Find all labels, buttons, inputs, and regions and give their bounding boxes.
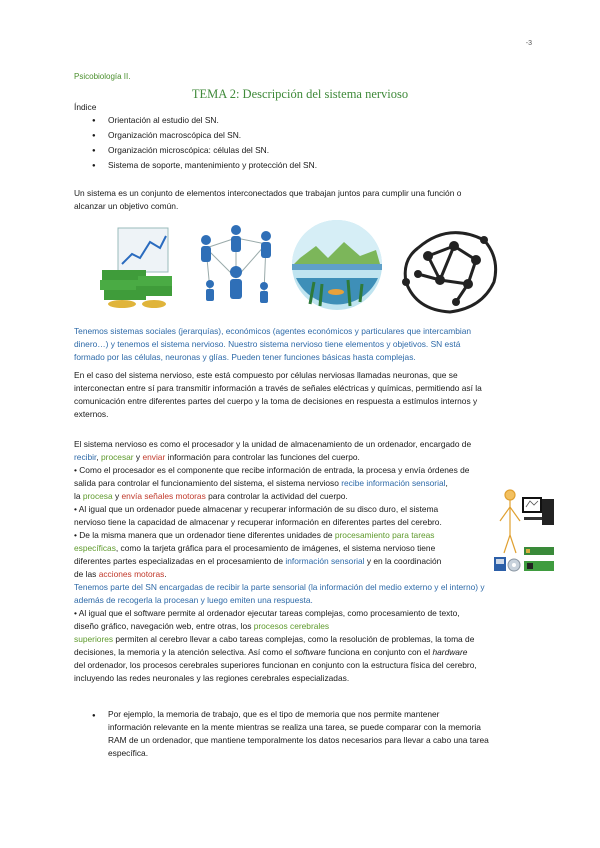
text-line: • Como el procesador es el componente que recibe información de entrada, la procesa y envía órdenes de [74,465,470,476]
intro-paragraph [74,187,526,213]
highlight: enviar [142,452,166,463]
economic-system-image [98,218,176,310]
text-span: la [74,491,83,502]
text-span: información para controlar las funciones del cuerpo. [165,452,360,463]
highlight: procesa [82,491,113,502]
text-line: además de recogerla la procesan y luego emiten una respuesta. [74,595,313,606]
highlight: procesar [101,452,134,463]
highlight: información sensorial [285,556,365,567]
index-item: ● Sistema de soporte, mantenimiento y protección del SN. [74,159,317,174]
text-line: • Al igual que un ordenador puede almacenar y recuperar información de su disco duro, el sistema [74,504,439,515]
text-line: Tenemos sistemas sociales (jerarquías), económicos (agentes económicos y particulares que intercambian [74,326,472,336]
text-line: El sistema nervioso es como el procesador y la unidad de almacenamiento de un ordenador, encargado de [74,439,472,449]
text-line: específica. [108,748,149,759]
text-span: salida para controlar el funcionamiento del sistema, el sistema nervioso [74,478,342,489]
text-span: . [164,569,167,580]
text-span: decisiones, la memoria y la atención selectiva. Así como el [74,647,295,658]
highlight: específicas [74,543,116,554]
highlight: recibe información sensorial [341,478,446,489]
highlight: acciones motoras [98,569,165,580]
text-line: Por ejemplo, la memoria de trabajo, que es el tipo de memoria que nos permite mantener [108,709,440,719]
text-span: de las [74,569,99,580]
text-line: información relevante en la mente mientras se realiza una tarea, se puede comparar con la memoria [108,722,481,733]
text-line: RAM de un ordenador, que mantiene temporalmente los datos necesarios para llevar a cabo una tarea [108,735,489,746]
text-span: y [133,452,143,463]
text-span: y en la coordinación [364,556,442,567]
text-line: incluyendo las redes neuronales y las regiones cerebrales especializadas. [74,673,350,684]
processor-paragraph [74,438,526,685]
systems-illustrations [98,218,508,318]
text-span: , como la tarjeta gráfica para el procesamiento de imágenes, el sistema nervioso tiene [115,543,436,554]
page-title: TEMA 2: Descripción del sistema nervioso [191,87,409,101]
systems-paragraph [74,325,526,364]
text-line: del ordenador, los procesos cerebrales superiores funcionan en conjunto con la estructura física del cerebro, [74,660,477,671]
highlight: superiores [74,634,114,645]
text-span: diferentes partes especializadas en el procesamiento de [74,556,286,567]
social-system-image [190,218,282,310]
index-list [74,114,317,174]
text-span: funciona en conjunto con el [325,647,433,658]
text-line: comunicación entre diferentes partes del cuerpo y la toma de decisiones en respuesta a estímulos internos y [74,396,478,407]
page-number: -3 [525,40,532,47]
text-line: alcanzar un objetivo común. [74,201,179,212]
highlight: procesos cerebrales [253,621,330,632]
text-span: dinero…) y tenemos el sistema nervioso. [74,339,229,350]
ecosystem-image [290,218,384,312]
text-span: , [96,452,101,463]
text-line: Un sistema es un conjunto de elementos interconectados que trabajan juntos para cumplir una función o [74,188,462,198]
text-span: permiten al cerebro llevar a cabo tareas complejas, como la resolución de problemas, la toma de [113,634,475,645]
text-span: • De la misma manera que un ordenador tiene diferentes unidades de [74,530,335,541]
text-span: software [294,647,326,658]
memory-paragraph [108,708,528,760]
index-item: ● Orientación al estudio del SN. [74,114,317,129]
index-item: ● Organización microscópica: células del SN. [74,144,317,159]
neural-network-image [398,218,502,318]
text-span: hardware [432,647,468,658]
text-span: Nuestro sistema nervioso tiene elementos y objetivos. SN está [228,339,461,350]
highlight: recibir [74,452,97,463]
text-line: externos. [74,409,109,420]
text-span: y [112,491,122,502]
course-name: Psicobiología II. [74,72,131,81]
text-span: , [445,478,448,489]
text-line: interconectan entre sí para transmitir información a través de señales eléctricas y químicas, permitiendo así la [74,383,482,394]
computer-nervous-system-image [494,487,556,579]
highlight: envía señales motoras [121,491,206,502]
text-span: para controlar la actividad del cuerpo. [205,491,348,502]
index-item: ● Organización macroscópica del SN. [74,129,317,144]
index-heading: Índice [74,102,97,112]
bullet-marker: ● [92,713,96,719]
text-line: formado por las células, neuronas y glías. Pueden tener funciones básicas hasta complejas. [74,352,416,363]
neurons-paragraph [74,369,526,421]
text-span: diseño gráfico, navegación web, entre otras, los [74,621,254,632]
text-line: Tenemos parte del SN encargadas de recibir la parte sensorial (la información del medio externo y el interno) y [74,582,485,593]
highlight: procesamiento para tareas [334,530,435,541]
text-line: En el caso del sistema nervioso, este está compuesto por células nerviosas llamadas neuronas, que se [74,370,458,380]
text-line: • Al igual que el software permite al ordenador ejecutar tareas complejas, como procesamiento de texto, [74,608,460,619]
text-line: nervioso tiene la capacidad de almacenar y recuperar información en diferentes partes del cerebro. [74,517,442,528]
